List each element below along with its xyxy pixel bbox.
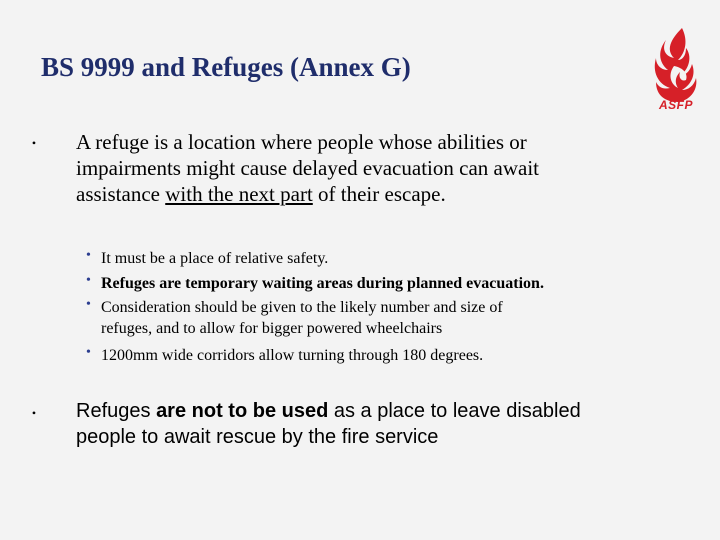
last-bullet-marker: • (31, 406, 37, 420)
slide-title: BS 9999 and Refuges (Annex G) (41, 52, 411, 82)
sub-bullet-marker: • (86, 248, 91, 263)
sub-bullet-marker: • (86, 297, 91, 312)
main-bullet-line3-pre: assistance (76, 182, 166, 206)
main-bullet-line2: impairments might cause delayed evacuation can await (76, 156, 539, 180)
last-bullet-line2: people to await rescue by the fire service (76, 426, 439, 448)
last-bullet-pre: Refuges (76, 400, 157, 422)
last-bullet-line1 (76, 398, 581, 424)
sub-bullet-marker: • (86, 345, 91, 360)
last-bullet-post: as a place to leave disabled (328, 400, 581, 422)
sub-bullet-marker: • (86, 273, 91, 288)
main-bullet-marker: • (31, 136, 37, 150)
sub-bullet-item-4: 1200mm wide corridors allow turning through 180 degrees. (101, 347, 484, 364)
sub-bullet-item-2: Refuges are temporary waiting areas during planned evacuation. (101, 275, 544, 292)
main-bullet-line3-post: of their escape. (312, 182, 446, 206)
main-bullet-underlined-phrase: with the next part (165, 182, 313, 206)
sub-bullet-item-3 (101, 297, 503, 339)
last-bullet-text (76, 398, 581, 450)
main-bullet-line1: A refuge is a location where people whose abilities or (76, 130, 527, 154)
sub-bullet-item-3-line1: Consideration should be given to the likely number and size of (101, 299, 503, 316)
main-bullet-text (76, 129, 539, 207)
main-bullet-line3 (76, 181, 539, 207)
sub-bullet-item-1: It must be a place of relative safety. (101, 250, 329, 267)
asfp-logo-text: ASFP (658, 98, 693, 112)
last-bullet-bold-phrase: are not to be used (156, 400, 329, 422)
sub-bullet-item-3-line2: refuges, and to allow for bigger powered wheelchairs (101, 320, 443, 337)
